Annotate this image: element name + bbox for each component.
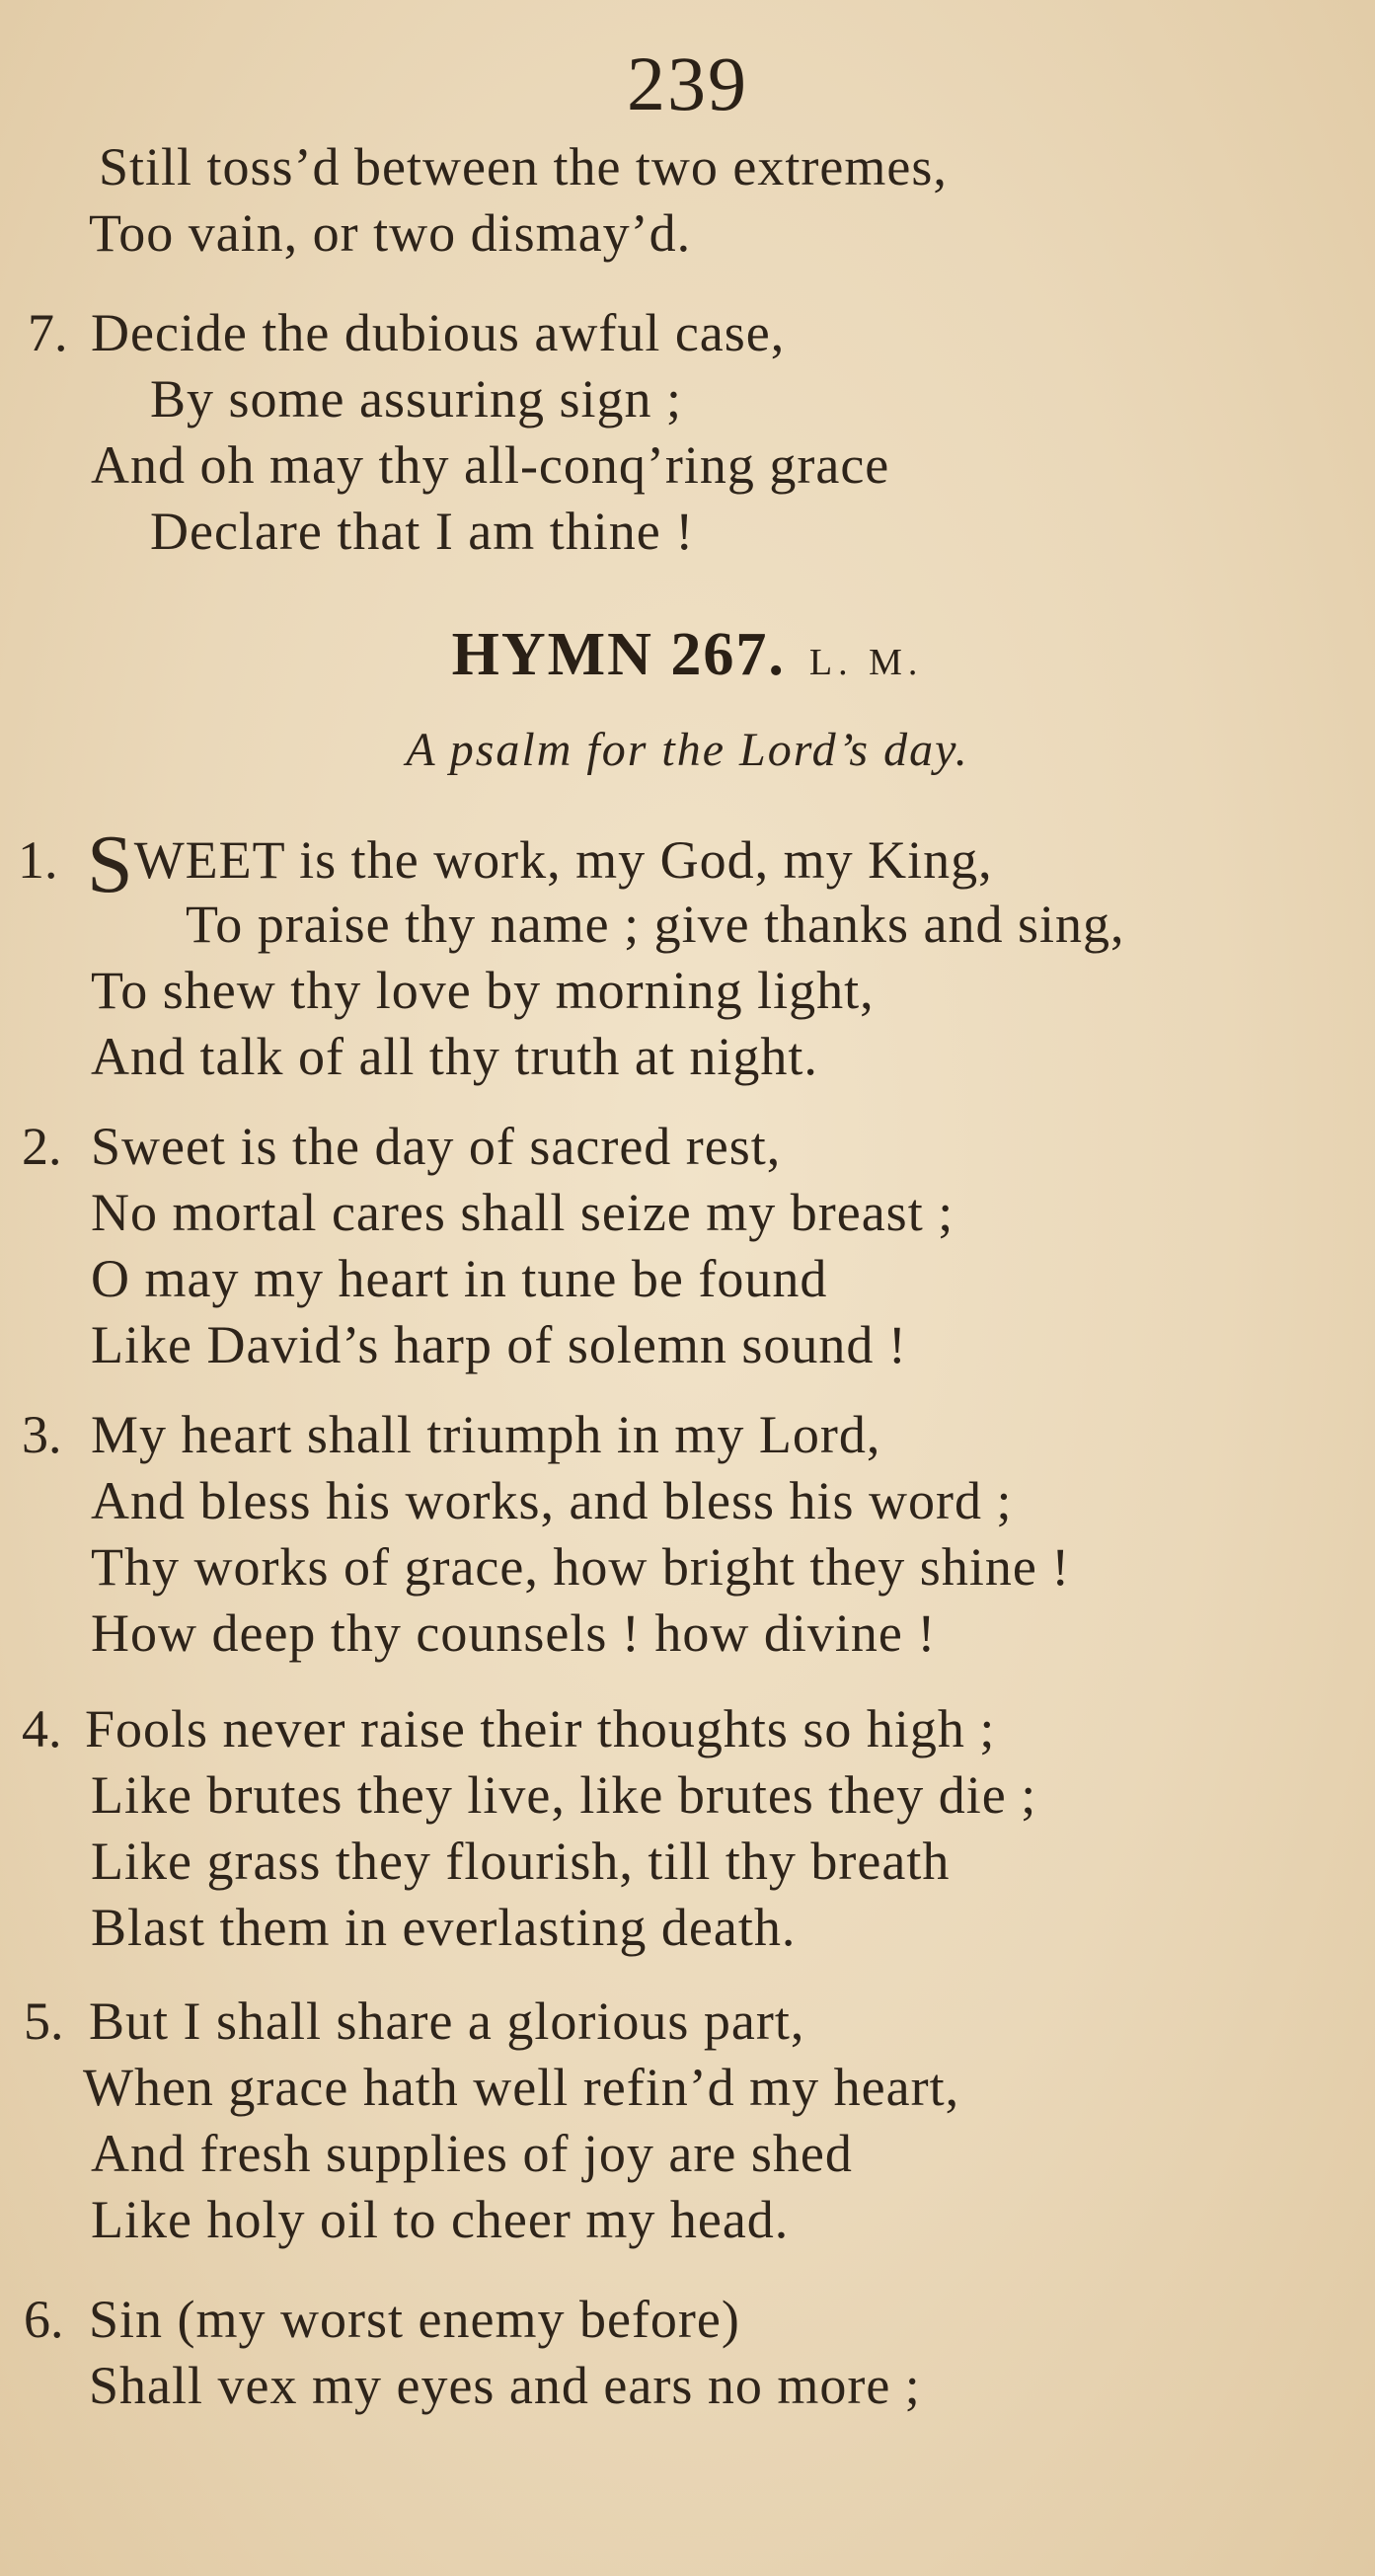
stanza-number: 1.: [18, 830, 58, 890]
verse-line: And fresh supplies of joy are shed: [91, 2124, 853, 2183]
verse-line: Sweet is the day of sacred rest,: [91, 1117, 782, 1176]
drop-cap: S: [87, 819, 134, 910]
hymn-title: HYMN 267.: [451, 621, 786, 688]
stanza-number: 4.: [22, 1699, 62, 1758]
verse-line: To praise thy name ; give thanks and sing,: [186, 895, 1125, 954]
verse-line: Shall vex my eyes and ears no more ;: [89, 2356, 921, 2415]
verse-line: By some assuring sign ;: [150, 369, 683, 429]
verse-line: Still toss’d between the two extremes,: [99, 137, 948, 196]
verse-line: And talk of all thy truth at night.: [91, 1027, 818, 1086]
stanza-number: 5.: [24, 1991, 64, 2051]
verse-line: Fools never raise their thoughts so high ;: [85, 1699, 996, 1758]
stanza-number: 6.: [24, 2290, 64, 2349]
verse-line: Blast them in everlasting death.: [91, 1898, 797, 1957]
hymn-meter: L. M.: [808, 642, 924, 683]
verse-line: Declare that I am thine !: [150, 502, 695, 561]
verse-line-rest: WEET is the work, my God, my King,: [133, 830, 993, 890]
verse-line: Too vain, or two dismay’d.: [89, 203, 692, 263]
verse-line: Like David’s harp of solemn sound !: [91, 1315, 907, 1374]
verse-line: Sin (my worst enemy before): [89, 2290, 740, 2349]
verse-line: When grace hath well refin’d my heart,: [83, 2058, 960, 2117]
verse-line: Thy works of grace, how bright they shine !: [91, 1537, 1071, 1597]
verse-line-first: [87, 819, 993, 910]
stanza-number: 3.: [22, 1405, 62, 1464]
verse-line: And bless his works, and bless his word ;: [91, 1471, 1013, 1530]
verse-line: Like holy oil to cheer my head.: [91, 2190, 790, 2249]
verse-line: My heart shall triumph in my Lord,: [91, 1405, 881, 1464]
verse-line: And oh may thy all-conq’ring grace: [91, 435, 890, 495]
verse-line: How deep thy counsels ! how divine !: [91, 1603, 937, 1663]
verse-line: O may my heart in tune be found: [91, 1249, 828, 1308]
hymn-heading: [0, 620, 1375, 690]
page-number: 239: [627, 40, 748, 126]
verse-line: Like brutes they live, like brutes they die ;: [91, 1765, 1037, 1825]
verse-line: But I shall share a glorious part,: [89, 1991, 805, 2051]
verse-line: Like grass they flourish, till thy breath: [91, 1832, 951, 1891]
verse-line: To shew thy love by morning light,: [91, 961, 875, 1020]
hymn-subtitle: A psalm for the Lord’s day.: [406, 724, 969, 776]
stanza-number: 7.: [28, 303, 68, 362]
stanza-number: 2.: [22, 1117, 62, 1176]
verse-line: No mortal cares shall seize my breast ;: [91, 1183, 955, 1242]
verse-line: Decide the dubious awful case,: [91, 303, 786, 362]
